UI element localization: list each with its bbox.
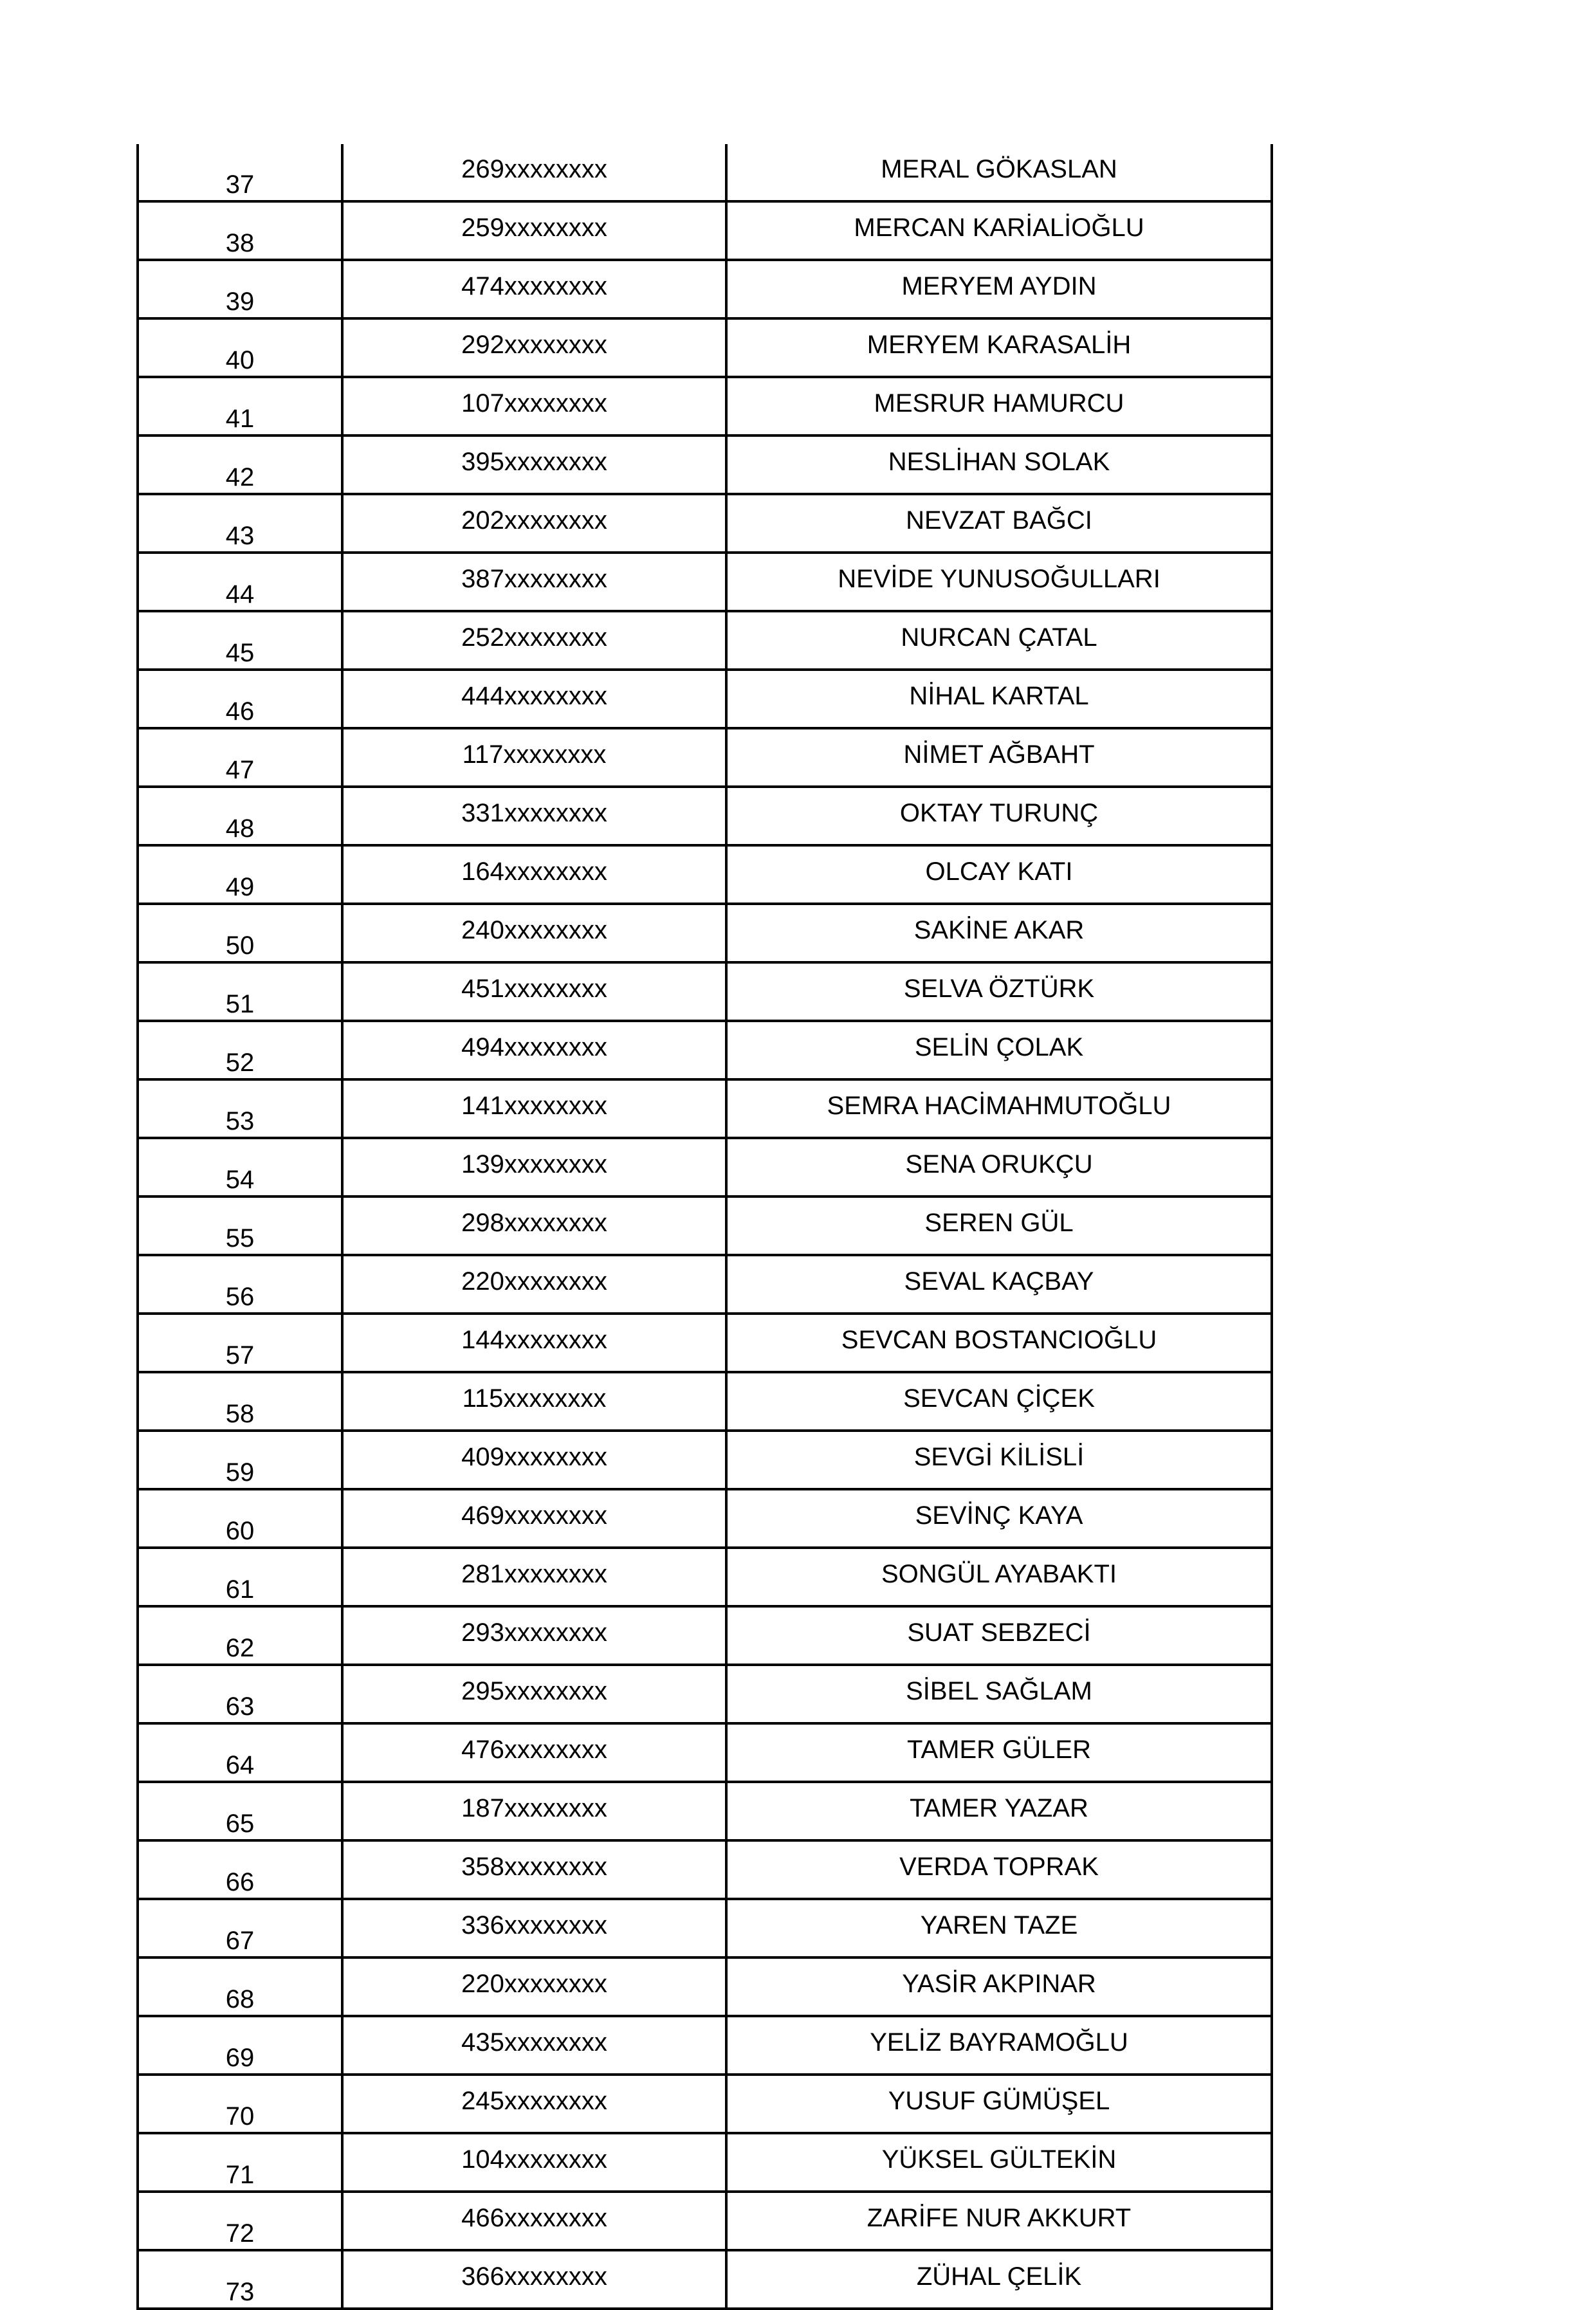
row-number-cell: 40 — [138, 318, 342, 377]
full-name-cell: SEVGİ KİLİSLİ — [726, 1431, 1272, 1489]
table-row — [138, 1606, 1272, 1665]
full-name-cell: YÜKSEL GÜLTEKİN — [726, 2133, 1272, 2192]
full-name-cell: SEVCAN BOSTANCIOĞLU — [726, 1314, 1272, 1372]
full-name-cell: NEVİDE YUNUSOĞULLARI — [726, 553, 1272, 611]
id-number-cell: 435xxxxxxxx — [342, 2016, 726, 2075]
id-number-cell: 469xxxxxxxx — [342, 1489, 726, 1548]
full-name-cell: MERCAN KARİALİOĞLU — [726, 201, 1272, 260]
row-number-cell: 59 — [138, 1431, 342, 1489]
full-name-cell: YAREN TAZE — [726, 1899, 1272, 1957]
id-number-cell: 107xxxxxxxx — [342, 377, 726, 435]
id-number-cell: 220xxxxxxxx — [342, 1957, 726, 2016]
id-number-cell: 409xxxxxxxx — [342, 1431, 726, 1489]
table-row — [138, 1431, 1272, 1489]
table-row — [138, 1957, 1272, 2016]
id-number-cell: 259xxxxxxxx — [342, 201, 726, 260]
row-number-cell: 73 — [138, 2250, 342, 2309]
id-number-cell: 293xxxxxxxx — [342, 1606, 726, 1665]
row-number-cell: 51 — [138, 962, 342, 1021]
full-name-cell: OLCAY KATI — [726, 845, 1272, 904]
row-number-cell: 50 — [138, 904, 342, 962]
full-name-cell: MERYEM AYDIN — [726, 260, 1272, 318]
table-row — [138, 1489, 1272, 1548]
table-row — [138, 787, 1272, 845]
table-row — [138, 728, 1272, 787]
full-name-cell: SEVAL KAÇBAY — [726, 1255, 1272, 1314]
table-row — [138, 2250, 1272, 2309]
full-name-cell: YUSUF GÜMÜŞEL — [726, 2075, 1272, 2133]
full-name-cell: SEMRA HACİMAHMUTOĞLU — [726, 1079, 1272, 1138]
id-number-cell: 494xxxxxxxx — [342, 1021, 726, 1079]
row-number-cell: 43 — [138, 494, 342, 553]
row-number-cell: 38 — [138, 201, 342, 260]
full-name-cell: SUAT SEBZECİ — [726, 1606, 1272, 1665]
table-row — [138, 2075, 1272, 2133]
table-row — [138, 553, 1272, 611]
full-name-cell: NİHAL KARTAL — [726, 670, 1272, 728]
row-number-cell: 64 — [138, 1723, 342, 1782]
row-number-cell: 67 — [138, 1899, 342, 1957]
full-name-cell: TAMER GÜLER — [726, 1723, 1272, 1782]
id-number-cell: 139xxxxxxxx — [342, 1138, 726, 1196]
table-row — [138, 904, 1272, 962]
id-number-cell: 476xxxxxxxx — [342, 1723, 726, 1782]
row-number-cell: 58 — [138, 1372, 342, 1431]
row-number-cell: 56 — [138, 1255, 342, 1314]
table-row — [138, 1138, 1272, 1196]
id-number-cell: 331xxxxxxxx — [342, 787, 726, 845]
row-number-cell: 57 — [138, 1314, 342, 1372]
row-number-cell: 70 — [138, 2075, 342, 2133]
id-number-cell: 269xxxxxxxx — [342, 144, 726, 201]
full-name-cell: SENA ORUKÇU — [726, 1138, 1272, 1196]
id-number-cell: 387xxxxxxxx — [342, 553, 726, 611]
row-number-cell: 61 — [138, 1548, 342, 1606]
id-number-cell: 444xxxxxxxx — [342, 670, 726, 728]
table-row — [138, 1782, 1272, 1840]
full-name-cell: SEVİNÇ KAYA — [726, 1489, 1272, 1548]
full-name-cell: OKTAY TURUNÇ — [726, 787, 1272, 845]
table-row — [138, 962, 1272, 1021]
table-row — [138, 1314, 1272, 1372]
table-row — [138, 611, 1272, 670]
full-name-cell: SİBEL SAĞLAM — [726, 1665, 1272, 1723]
id-number-cell: 240xxxxxxxx — [342, 904, 726, 962]
full-name-cell: SONGÜL AYABAKTI — [726, 1548, 1272, 1606]
id-number-cell: 295xxxxxxxx — [342, 1665, 726, 1723]
full-name-cell: SEREN GÜL — [726, 1196, 1272, 1255]
full-name-cell: NURCAN ÇATAL — [726, 611, 1272, 670]
id-number-cell: 336xxxxxxxx — [342, 1899, 726, 1957]
row-number-cell: 42 — [138, 435, 342, 494]
table-row — [138, 201, 1272, 260]
id-number-cell: 202xxxxxxxx — [342, 494, 726, 553]
id-number-cell: 281xxxxxxxx — [342, 1548, 726, 1606]
id-number-cell: 141xxxxxxxx — [342, 1079, 726, 1138]
row-number-cell: 48 — [138, 787, 342, 845]
id-number-cell: 144xxxxxxxx — [342, 1314, 726, 1372]
table-row — [138, 1665, 1272, 1723]
participant-table — [136, 144, 1273, 2310]
table-row — [138, 1840, 1272, 1899]
table-row — [138, 318, 1272, 377]
participant-table-body — [138, 144, 1272, 2309]
row-number-cell: 66 — [138, 1840, 342, 1899]
id-number-cell: 220xxxxxxxx — [342, 1255, 726, 1314]
full-name-cell: YELİZ BAYRAMOĞLU — [726, 2016, 1272, 2075]
id-number-cell: 474xxxxxxxx — [342, 260, 726, 318]
table-row — [138, 2016, 1272, 2075]
table-row — [138, 435, 1272, 494]
id-number-cell: 115xxxxxxxx — [342, 1372, 726, 1431]
row-number-cell: 41 — [138, 377, 342, 435]
table-row — [138, 1196, 1272, 1255]
id-number-cell: 451xxxxxxxx — [342, 962, 726, 1021]
full-name-cell: TAMER YAZAR — [726, 1782, 1272, 1840]
table-row — [138, 1079, 1272, 1138]
table-row — [138, 1899, 1272, 1957]
row-number-cell: 71 — [138, 2133, 342, 2192]
full-name-cell: SEVCAN ÇİÇEK — [726, 1372, 1272, 1431]
row-number-cell: 55 — [138, 1196, 342, 1255]
id-number-cell: 245xxxxxxxx — [342, 2075, 726, 2133]
row-number-cell: 63 — [138, 1665, 342, 1723]
table-row — [138, 2192, 1272, 2250]
full-name-cell: SAKİNE AKAR — [726, 904, 1272, 962]
table-row — [138, 1723, 1272, 1782]
table-row — [138, 2133, 1272, 2192]
full-name-cell: MERAL GÖKASLAN — [726, 144, 1272, 201]
id-number-cell: 187xxxxxxxx — [342, 1782, 726, 1840]
full-name-cell: ZÜHAL ÇELİK — [726, 2250, 1272, 2309]
row-number-cell: 62 — [138, 1606, 342, 1665]
full-name-cell: SELİN ÇOLAK — [726, 1021, 1272, 1079]
table-row — [138, 144, 1272, 201]
id-number-cell: 104xxxxxxxx — [342, 2133, 726, 2192]
id-number-cell: 395xxxxxxxx — [342, 435, 726, 494]
row-number-cell: 46 — [138, 670, 342, 728]
row-number-cell: 53 — [138, 1079, 342, 1138]
full-name-cell: SELVA ÖZTÜRK — [726, 962, 1272, 1021]
id-number-cell: 466xxxxxxxx — [342, 2192, 726, 2250]
full-name-cell: ZARİFE NUR AKKURT — [726, 2192, 1272, 2250]
table-row — [138, 670, 1272, 728]
table-row — [138, 260, 1272, 318]
id-number-cell: 164xxxxxxxx — [342, 845, 726, 904]
full-name-cell: NESLİHAN SOLAK — [726, 435, 1272, 494]
id-number-cell: 358xxxxxxxx — [342, 1840, 726, 1899]
row-number-cell: 69 — [138, 2016, 342, 2075]
id-number-cell: 117xxxxxxxx — [342, 728, 726, 787]
row-number-cell: 49 — [138, 845, 342, 904]
row-number-cell: 52 — [138, 1021, 342, 1079]
table-row — [138, 1021, 1272, 1079]
row-number-cell: 39 — [138, 260, 342, 318]
table-row — [138, 845, 1272, 904]
row-number-cell: 72 — [138, 2192, 342, 2250]
id-number-cell: 252xxxxxxxx — [342, 611, 726, 670]
row-number-cell: 54 — [138, 1138, 342, 1196]
full-name-cell: YASİR AKPINAR — [726, 1957, 1272, 2016]
id-number-cell: 366xxxxxxxx — [342, 2250, 726, 2309]
row-number-cell: 65 — [138, 1782, 342, 1840]
full-name-cell: MERYEM KARASALİH — [726, 318, 1272, 377]
full-name-cell: VERDA TOPRAK — [726, 1840, 1272, 1899]
full-name-cell: MESRUR HAMURCU — [726, 377, 1272, 435]
table-row — [138, 1372, 1272, 1431]
row-number-cell: 60 — [138, 1489, 342, 1548]
id-number-cell: 292xxxxxxxx — [342, 318, 726, 377]
id-number-cell: 298xxxxxxxx — [342, 1196, 726, 1255]
table-row — [138, 494, 1272, 553]
row-number-cell: 68 — [138, 1957, 342, 2016]
full-name-cell: NEVZAT BAĞCI — [726, 494, 1272, 553]
full-name-cell: NİMET AĞBAHT — [726, 728, 1272, 787]
row-number-cell: 45 — [138, 611, 342, 670]
table-row — [138, 1548, 1272, 1606]
row-number-cell: 47 — [138, 728, 342, 787]
table-row — [138, 1255, 1272, 1314]
row-number-cell: 37 — [138, 144, 342, 201]
row-number-cell: 44 — [138, 553, 342, 611]
table-row — [138, 377, 1272, 435]
